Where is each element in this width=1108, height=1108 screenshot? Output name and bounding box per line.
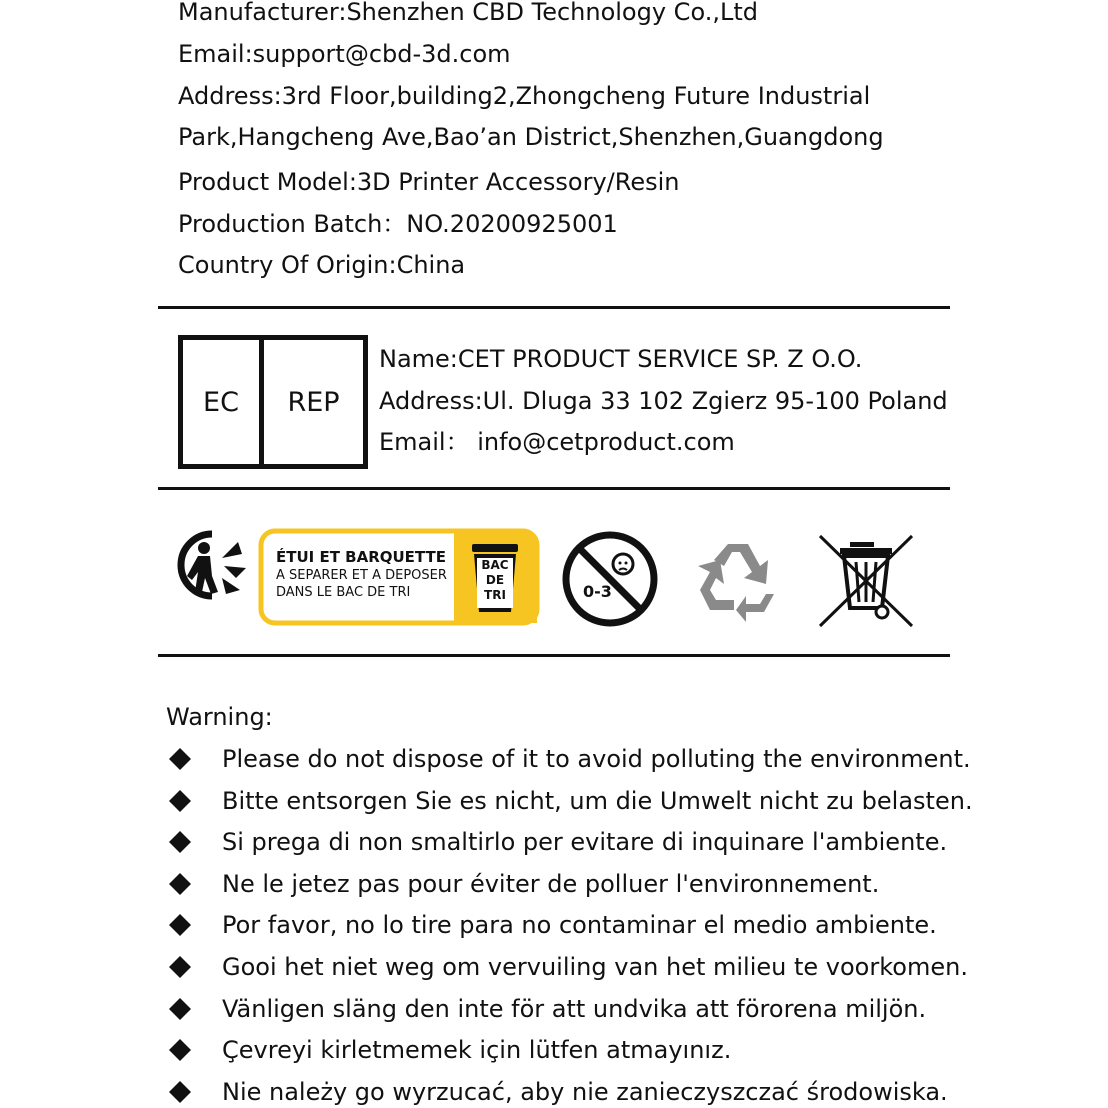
warning-item: Çevreyi kirletmemek için lütfen atmayınız. xyxy=(222,1036,732,1064)
manufacturer-address-line2: Park,Hangcheng Ave,Bao’an District,Shenzhen,Guangdong xyxy=(178,123,884,151)
warning-item: Vänligen släng den inte för att undvika att förorena miljön. xyxy=(222,995,927,1023)
diamond-bullet-icon xyxy=(168,997,192,1021)
diamond-bullet-icon xyxy=(168,872,192,896)
bin-text-1: BAC xyxy=(481,558,509,572)
divider-3 xyxy=(158,654,950,657)
triman-line2: A SEPARER ET A DEPOSER xyxy=(276,568,447,583)
warning-item: Please do not dispose of it to avoid polluting the environment. xyxy=(222,745,971,773)
ec-label: EC xyxy=(183,340,264,464)
ec-rep-email: Email： info@cetproduct.com xyxy=(379,428,735,456)
divider-1 xyxy=(158,306,950,309)
diamond-bullet-icon xyxy=(168,830,192,854)
age-label: 0-3 xyxy=(583,582,612,601)
warning-item: Si prega di non smaltirlo per evitare di inquinare l'ambiente. xyxy=(222,828,948,856)
weee-bin-icon xyxy=(814,532,918,630)
production-batch: Production Batch：NO.20200925001 xyxy=(178,210,618,238)
warning-item: Bitte entsorgen Sie es nicht, um die Umwelt nicht zu belasten. xyxy=(222,787,973,815)
bin-text-2: DE xyxy=(485,573,505,587)
triman-line1: ÉTUI ET BARQUETTE xyxy=(276,548,446,566)
ec-rep-name: Name:CET PRODUCT SERVICE SP. Z O.O. xyxy=(379,345,863,373)
warning-title: Warning: xyxy=(166,703,273,731)
diamond-bullet-icon xyxy=(168,955,192,979)
warning-item: Nie należy go wyrzucać, aby nie zanieczyszczać środowiska. xyxy=(222,1078,948,1106)
age-0-3-warning-icon xyxy=(561,530,659,628)
warning-item: Por favor, no lo tire para no contaminar el medio ambiente. xyxy=(222,911,937,939)
country-of-origin: Country Of Origin:China xyxy=(178,251,466,279)
no-child-icon xyxy=(561,530,659,628)
triman-info-panel xyxy=(258,528,540,626)
manufacturer-name: Manufacturer:Shenzhen CBD Technology Co.,Ltd xyxy=(178,0,758,26)
warning-item: Gooi het niet weg om vervuiling van het milieu te voorkomen. xyxy=(222,953,968,981)
diamond-bullet-icon xyxy=(168,913,192,937)
manufacturer-address-line1: Address:3rd Floor,building2,Zhongcheng Future Industrial xyxy=(178,82,871,110)
diamond-bullet-icon xyxy=(168,789,192,813)
warning-item: Ne le jetez pas pour éviter de polluer l'environnement. xyxy=(222,870,880,898)
triman-line3: DANS LE BAC DE TRI xyxy=(276,585,411,600)
diamond-bullet-icon xyxy=(168,747,192,771)
triman-icon xyxy=(172,528,252,602)
ec-rep-symbol xyxy=(178,335,368,469)
diamond-bullet-icon xyxy=(168,1080,192,1104)
rep-label: REP xyxy=(287,386,340,418)
product-model: Product Model:3D Printer Accessory/Resin xyxy=(178,168,680,196)
recycle-icon xyxy=(690,536,786,632)
manufacturer-email: Email:support@cbd-3d.com xyxy=(178,40,511,68)
diamond-bullet-icon xyxy=(168,1038,192,1062)
ec-rep-address: Address:Ul. Dluga 33 102 Zgierz 95-100 Poland xyxy=(379,387,948,415)
divider-2 xyxy=(158,487,950,490)
bin-text-3: TRI xyxy=(484,588,506,602)
